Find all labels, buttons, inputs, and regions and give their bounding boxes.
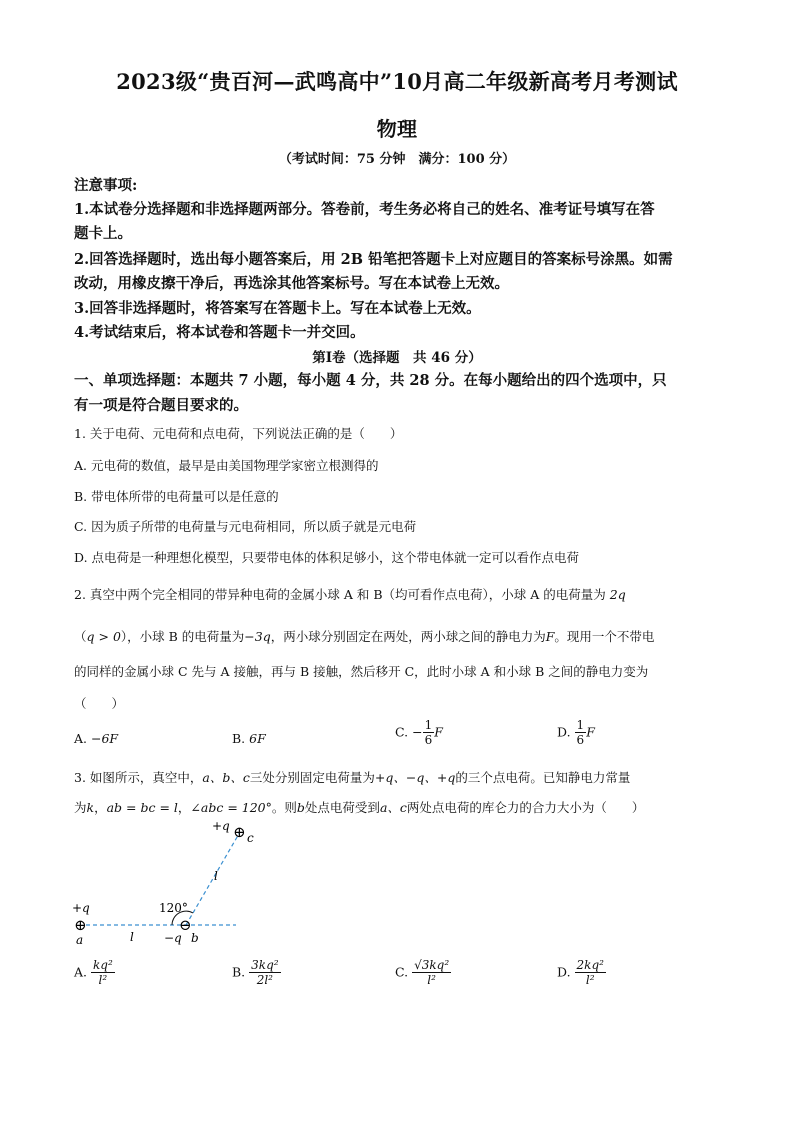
q2-line3: 的同样的金属小球 C 先与 A 接触，再与 B 接触，然后移开 C，此时小球 A 和小球 B 之间的静电力变为 [74, 664, 649, 679]
charge-c-symbol: ⊕ [233, 823, 246, 841]
exam-info: （考试时间：75 分钟 满分：100 分） [278, 152, 516, 167]
label-l-upper: l [214, 869, 218, 883]
q2-math: −3q [244, 629, 271, 644]
q3-math: a、b、c [202, 770, 250, 785]
fraction-denominator: l² [585, 973, 595, 988]
q3-line1 [74, 768, 630, 786]
q3-option-a [74, 958, 115, 988]
q3-option-c [395, 958, 451, 988]
label-l-lower: l [130, 930, 134, 944]
q2-line2 [74, 627, 654, 645]
q1-option-a: A. 元电荷的数值，最早是由美国物理学家密立根测得的 [74, 458, 379, 473]
notice-item: 题卡上。 [74, 225, 132, 242]
option-sign: − [412, 724, 423, 740]
q2-text: ），小球 B 的电荷量为 [120, 629, 245, 644]
option-fraction [575, 718, 587, 748]
q1-option-c: C. 因为质子所带的电荷量与元电荷相同，所以质子就是元电荷 [74, 519, 417, 534]
q3-text: 为 [74, 800, 87, 815]
q3-math: ab = bc = l [106, 800, 178, 815]
q3-option-b [232, 958, 281, 988]
q2-text: 。现用一个不带电 [554, 629, 655, 644]
q2-option-c [395, 718, 443, 748]
option-label: C. [395, 724, 409, 740]
label-c-charge: +q [212, 819, 230, 833]
option-fraction [412, 958, 451, 988]
q2-text: ，两小球分别固定在两处，两小球之间的静电力为 [270, 629, 546, 644]
q3-text: 。则 [271, 800, 297, 815]
q2-option-a [74, 731, 118, 746]
q2-math: 2q [609, 587, 626, 602]
charge-b-symbol: ⊖ [179, 916, 192, 934]
label-b-charge: −q [164, 931, 182, 945]
section-title: 第Ⅰ卷（选择题 共 46 分） [312, 350, 482, 366]
fraction-numerator: √3kq² [414, 958, 450, 972]
q3-math: b [296, 800, 305, 815]
q3-text: 处点电荷受到 [304, 800, 380, 815]
option-label: D. [557, 964, 571, 980]
option-label: A. [74, 731, 88, 746]
notice-item: 1.本试卷分选择题和非选择题两部分。答卷前，考生务必将自己的姓名、准考证号填写在答 [74, 201, 655, 218]
option-fraction [91, 958, 115, 988]
q3-text: 的三个点电荷。已知静电力常量 [455, 770, 631, 785]
bc-dashed-line [186, 832, 240, 925]
q3-math: ∠abc = 120° [190, 800, 272, 815]
q3-option-d [557, 958, 606, 988]
option-label: D. [557, 724, 571, 740]
notice-item: 改动，用橡皮擦干净后，再选涂其他答案标号。写在本试卷上无效。 [74, 275, 509, 292]
option-label: B. [232, 731, 246, 746]
label-a: a [76, 933, 84, 947]
option-label: A. [74, 964, 88, 980]
q2-text: （ [74, 629, 87, 644]
q1-stem: 1. 关于电荷、元电荷和点电荷，下列说法正确的是（ ） [74, 426, 403, 441]
q2-option-b [232, 731, 266, 746]
charge-a-symbol: ⊕ [74, 916, 87, 934]
option-label: B. [232, 964, 246, 980]
fraction-numerator: 2kq² [576, 958, 604, 972]
q3-math: +q、−q、+q [374, 770, 456, 785]
label-c: c [247, 831, 254, 845]
q3-text: 3. 如图所示，真空中， [74, 770, 203, 785]
fraction-numerator: kq² [93, 958, 113, 972]
q2-line1 [74, 585, 626, 603]
fraction-numerator: 3kq² [251, 958, 279, 972]
q3-math: a、c [379, 800, 407, 815]
notice-item: 2.回答选择题时，选出每小题答案后，用 2B 铅笔把答题卡上对应题目的答案标号涂黑。如需 [74, 251, 673, 268]
notice-heading: 注意事项: [74, 177, 138, 194]
q3-text: ， [94, 800, 107, 815]
notice-item: 3.回答非选择题时，将答案写在答题卡上。写在本试卷上无效。 [74, 300, 481, 317]
q2-math: q > 0 [86, 629, 121, 644]
option-variable: F [434, 724, 443, 740]
label-a-charge: +q [72, 901, 90, 915]
fraction-denominator: 6 [576, 733, 585, 748]
q2-line4: （ ） [74, 696, 125, 711]
option-variable: F [586, 724, 595, 740]
option-fraction [575, 958, 606, 988]
option-fraction [423, 718, 435, 748]
part-title-cont: 有一项是符合题目要求的。 [74, 397, 248, 414]
notice-item: 4.考试结束后，将本试卷和答题卡一并交回。 [74, 324, 365, 341]
exam-title: 2023级“贵百河—武鸣高中”10月高二年级新高考月考测试 [116, 69, 678, 94]
part-title: 一、单项选择题：本题共 7 小题，每小题 4 分，共 28 分。在每小题给出的四个选项中，只 [74, 372, 667, 389]
q3-line2 [74, 798, 644, 816]
q1-option-b: B. 带电体所带的电荷量可以是任意的 [74, 489, 279, 504]
fraction-denominator: l² [98, 973, 108, 988]
q1-option-d: D. 点电荷是一种理想化模型，只要带电体的体积足够小，这个带电体就一定可以看作点电荷 [74, 550, 580, 565]
q2-option-d [557, 718, 595, 748]
q3-text: 两处点电荷的库仑力的合力大小为（ ） [406, 800, 645, 815]
fraction-denominator: 2l² [256, 973, 273, 988]
fraction-denominator: 6 [424, 733, 433, 748]
option-fraction [249, 958, 280, 988]
fraction-numerator: 1 [424, 718, 433, 732]
label-angle: 120° [159, 901, 188, 915]
option-label: C. [395, 964, 409, 980]
q3-math: k [86, 800, 95, 815]
fraction-denominator: l² [427, 973, 436, 988]
fraction-numerator: 1 [576, 718, 585, 732]
option-value: 6F [249, 731, 266, 746]
q3-text: ， [177, 800, 191, 815]
q2-math: F [545, 629, 555, 644]
label-b: b [191, 931, 199, 945]
q3-text: 三处分别固定电荷量为 [249, 770, 375, 785]
subject-title: 物理 [376, 117, 418, 141]
option-value: −6F [91, 731, 119, 746]
q2-text: 2. 真空中两个完全相同的带异种电荷的金属小球 A 和 B（均可看作点电荷），小球 A 的电荷量为 [74, 587, 606, 602]
q3-figure [64, 815, 254, 950]
